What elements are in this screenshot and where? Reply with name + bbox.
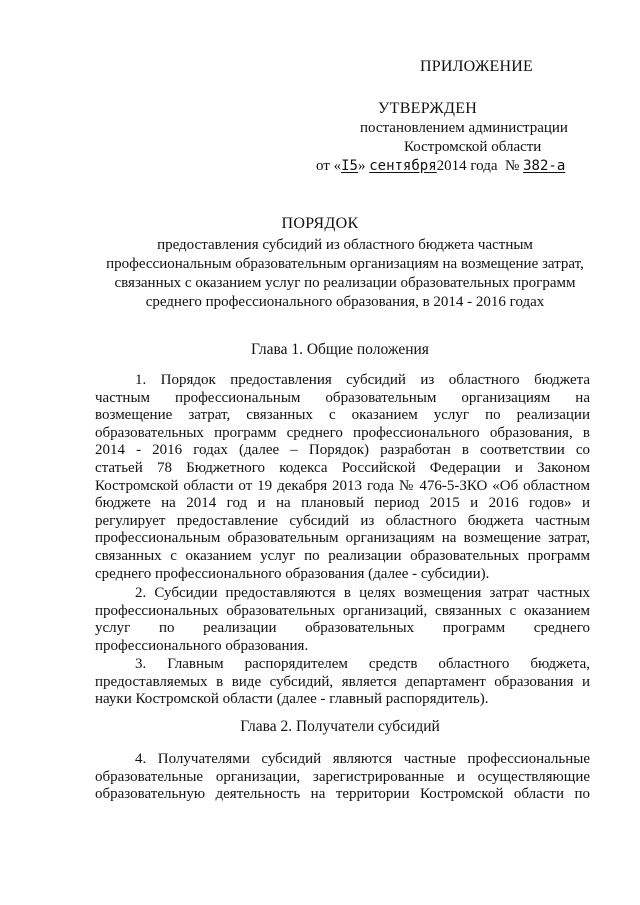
subtitle-line: профессиональным образовательным организациям на возмещение затрат, (106, 256, 584, 272)
text-line: 1. Порядок предоставления субсидий из областного бюджета (135, 372, 590, 388)
paragraph-2 (95, 585, 590, 655)
text-line: предоставляемых в виде субсидий, является департамент образования и (95, 673, 590, 690)
text-line: профессиональных образовательных организаций, связанных с оказанием (95, 602, 590, 619)
text-line: бюджете на 2014 год и на плановый период 2015 и 2016 годов» и (95, 495, 590, 512)
date-day: I5 (341, 158, 358, 174)
approval-date-line (316, 157, 600, 176)
subtitle-line: связанных с оказанием услуг по реализации образовательных программ (114, 275, 576, 291)
text-line: науки Костромской области (далее - главный распорядитель). (95, 691, 489, 708)
date-mid: » (357, 158, 366, 174)
paragraph-1 (95, 372, 590, 583)
date-prefix: от « (316, 158, 342, 174)
approved-region-line: Костромской области (404, 139, 542, 155)
text-line: 2. Субсидии предоставляются в целях возмещения затрат частных (135, 585, 590, 601)
date-year: 2014 года (436, 158, 498, 174)
number-sign: № (505, 158, 520, 174)
chapter-2-heading: Глава 2. Получатели субсидий (240, 718, 440, 735)
approval-block (300, 99, 600, 176)
text-line: 3. Главным распорядителем средств областного бюджета, (135, 656, 590, 672)
approved-by-line: постановлением администрации (360, 120, 568, 136)
document-number: 382-а (523, 158, 566, 174)
paragraph-3 (95, 656, 590, 709)
paragraph-4 (95, 751, 590, 804)
text-line: образовательных программ среднего профессионального образования, в (95, 424, 590, 441)
chapter-1-heading: Глава 1. Общие положения (251, 341, 429, 358)
text-line: 4. Получателями субсидий являются частные профессиональные (135, 751, 590, 767)
text-line: образовательные организации, зарегистрированные и осуществляющие (95, 768, 590, 785)
document-title: ПОРЯДОК (281, 215, 359, 232)
text-line: возмещение затрат, связанных с оказанием услуг по реализации (95, 407, 590, 424)
text-line: Костромской области от 19 декабря 2013 года № 476-5-ЗКО «Об областном (95, 477, 590, 494)
document-subtitle (95, 236, 595, 312)
text-line: образовательную деятельность на территории Костромской области по (95, 786, 590, 803)
appendix-label: ПРИЛОЖЕНИЕ (420, 58, 534, 75)
subtitle-line: среднего профессионального образования, в 2014 - 2016 годах (145, 294, 545, 310)
text-line: частным профессиональным образовательным организациям на (95, 389, 590, 406)
text-line: регулирует предоставление субсидий из областного бюджета частным (95, 512, 590, 529)
text-line: среднего профессионального образования (далее - субсидии). (95, 565, 490, 582)
subtitle-line: предоставления субсидий из областного бюджета частным (157, 237, 533, 253)
text-line: услуг по реализации образовательных программ среднего (95, 620, 590, 637)
text-line: связанных с оказанием услуг по реализации образовательных программ (95, 547, 590, 564)
text-line: 2014 - 2016 годах (далее – Порядок) разработан в соответствии со (95, 442, 590, 459)
date-month: сентября (369, 158, 437, 174)
approved-title: УТВЕРЖДЕН (378, 100, 478, 117)
text-line: профессионального образования. (95, 637, 309, 654)
text-line: статьей 78 Бюджетного кодекса Российской Федерации и Законом (95, 459, 590, 476)
text-line: профессиональным образовательным организациям на возмещение затрат, (95, 530, 590, 547)
